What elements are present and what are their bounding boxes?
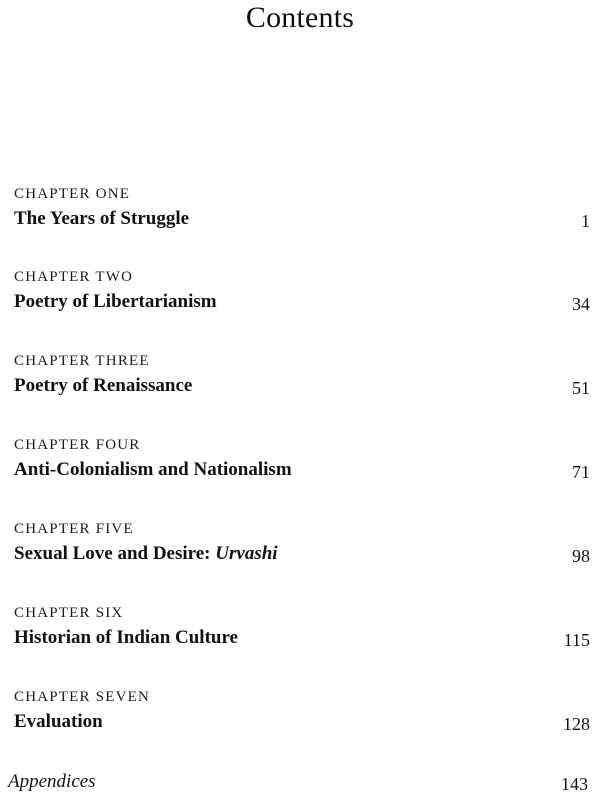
chapter-page-number: 98 <box>572 546 590 566</box>
chapter-row[interactable] <box>12 710 590 736</box>
chapter-row[interactable] <box>12 374 590 400</box>
chapter-title <box>14 542 278 566</box>
chapter-page-number: 128 <box>563 714 590 734</box>
appendices-title: Appendices <box>8 771 96 792</box>
chapter-label: CHAPTER FIVE <box>14 521 134 537</box>
chapter-label: CHAPTER SIX <box>14 605 124 621</box>
chapter-title: Historian of Indian Culture <box>14 627 238 648</box>
chapter-page-number: 1 <box>581 211 590 231</box>
chapter-label: CHAPTER SEVEN <box>14 689 151 705</box>
chapter-page-number: 71 <box>572 462 590 482</box>
chapter-page-number: 115 <box>563 630 590 650</box>
appendices-entry[interactable] <box>0 770 590 796</box>
chapter-label: CHAPTER THREE <box>14 353 150 369</box>
appendices-page-number: 143 <box>561 774 588 794</box>
chapter-page-number: 34 <box>572 294 590 314</box>
chapter-label: CHAPTER ONE <box>14 186 131 202</box>
chapter-title-italic: Urvashi <box>215 543 278 564</box>
chapter-title: Anti-Colonialism and Nationalism <box>14 459 292 480</box>
chapter-title: Poetry of Libertarianism <box>14 291 217 312</box>
chapter-title-text: Sexual Love and Desire: <box>14 543 216 564</box>
page-title: Contents <box>245 1 355 34</box>
chapter-label: CHAPTER FOUR <box>14 437 141 453</box>
chapter-row[interactable] <box>12 626 590 652</box>
chapter-title: The Years of Struggle <box>14 208 190 229</box>
chapter-row[interactable] <box>12 290 590 316</box>
chapter-title: Poetry of Renaissance <box>14 375 193 396</box>
chapter-row[interactable] <box>12 458 590 484</box>
chapter-row[interactable] <box>12 207 590 233</box>
chapter-row[interactable] <box>12 542 590 568</box>
chapter-label: CHAPTER TWO <box>14 269 134 285</box>
chapter-page-number: 51 <box>572 378 590 398</box>
chapter-title: Evaluation <box>14 711 103 732</box>
